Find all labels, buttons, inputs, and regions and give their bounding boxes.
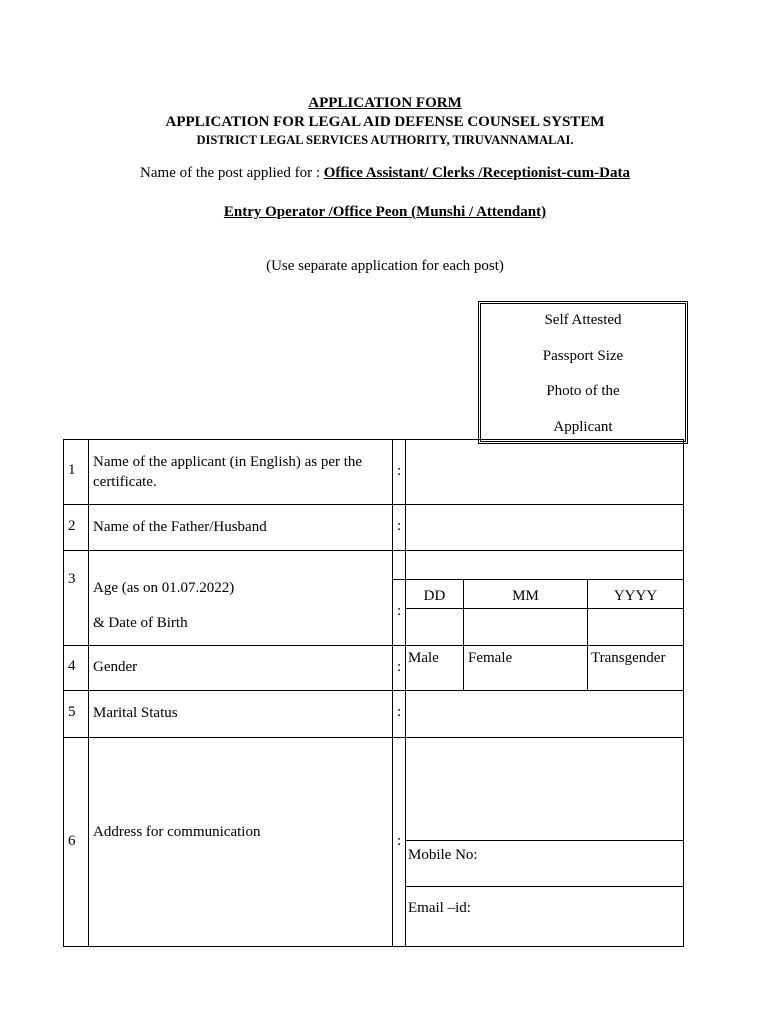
gender-option-female[interactable]: Female (468, 650, 513, 666)
table-divider-num (88, 439, 89, 947)
dob-dd-field[interactable] (406, 609, 463, 645)
row-line-bottom (63, 946, 684, 947)
gender-option-transgender[interactable]: Transgender (591, 650, 666, 666)
post-applied-line (0, 165, 770, 182)
row-number-4: 4 (68, 658, 76, 674)
photo-line-1: Self Attested (544, 312, 622, 328)
photo-box (478, 301, 688, 444)
email-line-top (405, 886, 684, 887)
marital-status-label: Marital Status (93, 705, 178, 721)
photo-line-2: Passport Size (542, 347, 624, 364)
address-field[interactable] (406, 738, 683, 840)
dob-mm-field[interactable] (464, 609, 587, 645)
row-number-6: 6 (68, 833, 76, 849)
marital-status-field[interactable] (406, 691, 683, 737)
colon-6: : (397, 833, 402, 849)
colon-2: : (397, 518, 402, 534)
gender-label: Gender (93, 659, 138, 675)
row-number-3: 3 (68, 571, 76, 587)
colon-4: : (397, 659, 402, 675)
row-number-5: 5 (68, 704, 76, 720)
dob-dd-header: DD (423, 588, 446, 604)
colon-1: : (397, 463, 402, 479)
father-husband-name-field[interactable] (406, 505, 683, 550)
form-title: APPLICATION FORM (308, 95, 462, 111)
row-number-1: 1 (68, 462, 76, 478)
post-value-line1: Office Assistant/ Clerks /Receptionist-cum-Data (323, 165, 630, 181)
post-label: Name of the post applied for : (140, 165, 324, 181)
post-value-line2: Entry Operator /Office Peon (Munshi / Attendant) (223, 204, 547, 220)
table-divider-label (392, 439, 393, 947)
dob-mm-header: MM (512, 588, 539, 604)
colon-3: : (397, 603, 402, 619)
age-field[interactable] (406, 551, 683, 579)
father-husband-name-label: Name of the Father/Husband (93, 519, 267, 535)
photo-line-4: Applicant (553, 418, 613, 435)
dob-yyyy-header: YYYY (613, 588, 658, 604)
address-label: Address for communication (93, 824, 261, 840)
table-border-right (683, 439, 684, 947)
dob-header-top (392, 579, 684, 580)
authority-title: DISTRICT LEGAL SERVICES AUTHORITY, TIRUVANNAMALAI. (196, 133, 574, 147)
applicant-name-field[interactable] (406, 440, 683, 504)
colon-5: : (397, 704, 402, 720)
mobile-label: Mobile No: (408, 847, 478, 863)
row-number-2: 2 (68, 518, 76, 534)
mobile-line-top (405, 840, 684, 841)
age-label: Age (as on 01.07.2022) (93, 580, 235, 596)
system-title: APPLICATION FOR LEGAL AID DEFENSE COUNSEL SYSTEM (165, 114, 605, 130)
separate-application-note: (Use separate application for each post) (266, 258, 504, 274)
gender-option-male[interactable]: Male (408, 650, 439, 666)
email-label: Email –id: (408, 900, 471, 916)
table-border-left (63, 439, 64, 947)
dob-yyyy-field[interactable] (588, 609, 683, 645)
row-line-3 (63, 645, 684, 646)
photo-line-3: Photo of the (546, 383, 620, 399)
applicant-name-label: Name of the applicant (in English) as per the certificate. (93, 454, 363, 490)
date-of-birth-label: & Date of Birth (93, 615, 188, 631)
